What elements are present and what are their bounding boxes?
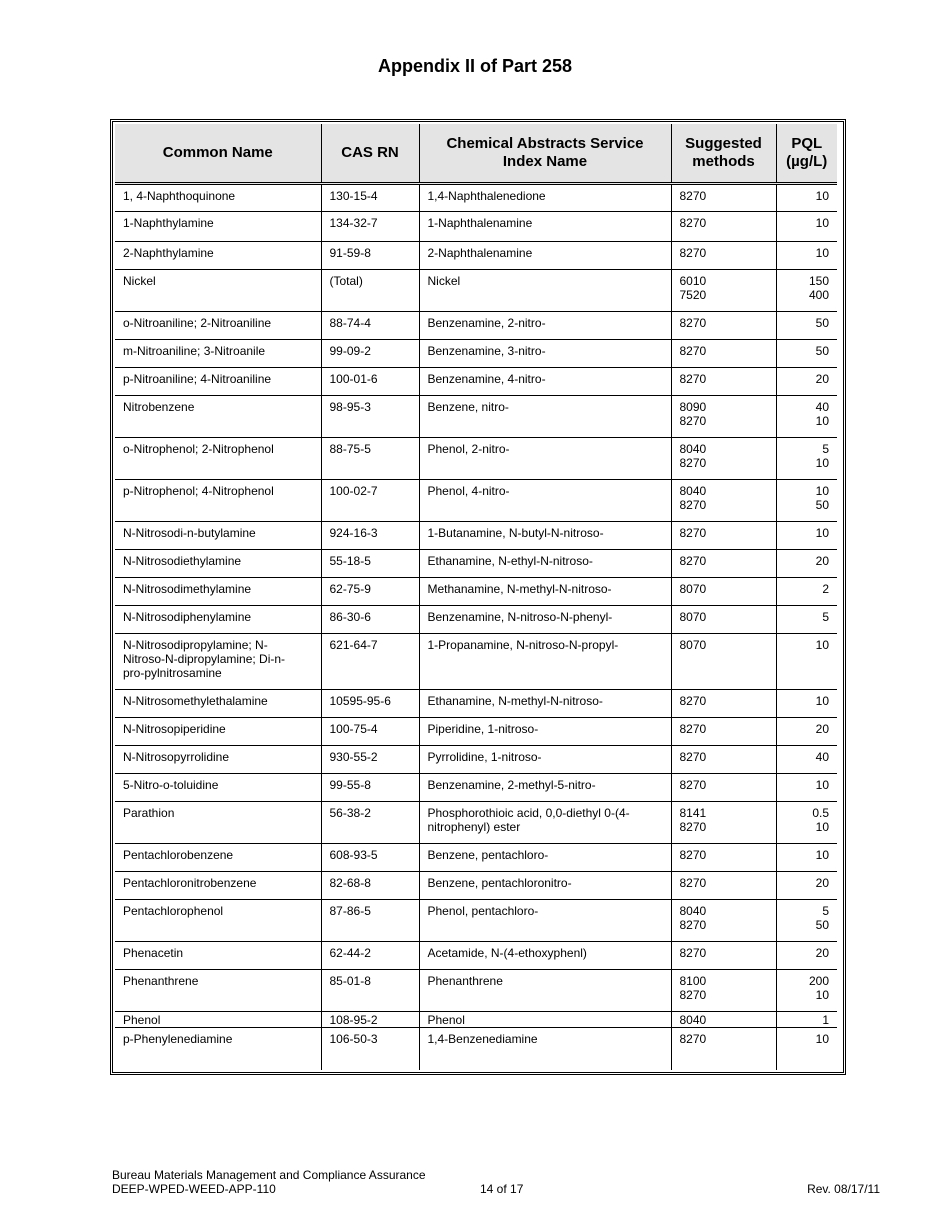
methods-cell: 8040 8270: [671, 900, 776, 942]
methods-cell: 8100 8270: [671, 970, 776, 1012]
table-row: [115, 242, 837, 270]
cas-index-name-cell: 1,4-Naphthalenedione: [419, 184, 671, 212]
common-name-cell: Phenanthrene: [115, 970, 321, 1012]
table-row: [115, 396, 837, 438]
cas-rn-cell: 608-93-5: [321, 844, 419, 872]
table-row: [115, 746, 837, 774]
table-row: [115, 578, 837, 606]
common-name-cell: N-Nitrosodi-n-butylamine: [115, 522, 321, 550]
common-name-cell: N-Nitrosodiphenylamine: [115, 606, 321, 634]
table-body: [115, 184, 837, 1070]
cas-index-name-cell: Acetamide, N-(4-ethoxyphenl): [419, 942, 671, 970]
pql-cell: 10: [776, 522, 837, 550]
methods-cell: 8141 8270: [671, 802, 776, 844]
table-row: [115, 438, 837, 480]
cas-rn-cell: 55-18-5: [321, 550, 419, 578]
common-name-cell: Pentachlorobenzene: [115, 844, 321, 872]
common-name-cell: Parathion: [115, 802, 321, 844]
pql-cell: 50: [776, 312, 837, 340]
pql-cell: 40: [776, 746, 837, 774]
cas-rn-cell: 99-09-2: [321, 340, 419, 368]
footer-revision: Rev. 08/17/11: [807, 1182, 880, 1196]
methods-cell: 6010 7520: [671, 270, 776, 312]
table-row: [115, 872, 837, 900]
cas-rn-cell: 88-74-4: [321, 312, 419, 340]
header-common-name: Common Name: [115, 124, 321, 184]
cas-index-name-cell: Benzene, pentachloro-: [419, 844, 671, 872]
pql-cell: 10: [776, 844, 837, 872]
pql-cell: 150 400: [776, 270, 837, 312]
cas-rn-cell: 924-16-3: [321, 522, 419, 550]
cas-rn-cell: 106-50-3: [321, 1028, 419, 1070]
cas-index-name-cell: Benzene, nitro-: [419, 396, 671, 438]
pql-cell: 10: [776, 634, 837, 690]
pql-cell: 50: [776, 340, 837, 368]
table-row: [115, 942, 837, 970]
common-name-cell: 1-Naphthylamine: [115, 212, 321, 242]
header-pql: PQL (µg/L): [776, 124, 837, 184]
header-cas-rn: CAS RN: [321, 124, 419, 184]
cas-index-name-cell: Methanamine, N-methyl-N-nitroso-: [419, 578, 671, 606]
table-row: [115, 606, 837, 634]
cas-index-name-cell: Phenol, pentachloro-: [419, 900, 671, 942]
cas-rn-cell: 10595-95-6: [321, 690, 419, 718]
table-row: [115, 634, 837, 690]
cas-rn-cell: 91-59-8: [321, 242, 419, 270]
table-row: [115, 550, 837, 578]
pql-cell: 10: [776, 242, 837, 270]
cas-index-name-cell: Benzenamine, 2-methyl-5-nitro-: [419, 774, 671, 802]
methods-cell: 8040: [671, 1012, 776, 1028]
pql-cell: 5 50: [776, 900, 837, 942]
pql-cell: 5 10: [776, 438, 837, 480]
common-name-cell: Nitrobenzene: [115, 396, 321, 438]
header-cas-index-name: Chemical Abstracts Service Index Name: [419, 124, 671, 184]
table-row: [115, 270, 837, 312]
header-row: [115, 124, 837, 184]
cas-index-name-cell: Phenanthrene: [419, 970, 671, 1012]
methods-cell: 8270: [671, 718, 776, 746]
pql-cell: 5: [776, 606, 837, 634]
methods-cell: 8070: [671, 634, 776, 690]
cas-rn-cell: 87-86-5: [321, 900, 419, 942]
table-row: [115, 1028, 837, 1070]
methods-cell: 8270: [671, 184, 776, 212]
pql-cell: 20: [776, 718, 837, 746]
table-row: [115, 802, 837, 844]
common-name-cell: Phenol: [115, 1012, 321, 1028]
table-row: [115, 970, 837, 1012]
methods-cell: 8040 8270: [671, 438, 776, 480]
table-row: [115, 212, 837, 242]
cas-rn-cell: 62-75-9: [321, 578, 419, 606]
header-suggested-methods: Suggested methods: [671, 124, 776, 184]
cas-index-name-cell: 1-Propanamine, N-nitroso-N-propyl-: [419, 634, 671, 690]
common-name-cell: Nickel: [115, 270, 321, 312]
methods-cell: 8070: [671, 606, 776, 634]
common-name-cell: o-Nitrophenol; 2-Nitrophenol: [115, 438, 321, 480]
cas-rn-cell: 108-95-2: [321, 1012, 419, 1028]
common-name-cell: 1, 4-Naphthoquinone: [115, 184, 321, 212]
pql-cell: 20: [776, 368, 837, 396]
common-name-cell: p-Phenylenediamine: [115, 1028, 321, 1070]
table-row: [115, 184, 837, 212]
methods-cell: 8270: [671, 340, 776, 368]
methods-cell: 8270: [671, 774, 776, 802]
table-row: [115, 480, 837, 522]
cas-rn-cell: 99-55-8: [321, 774, 419, 802]
cas-index-name-cell: 1-Naphthalenamine: [419, 212, 671, 242]
page-title: Appendix II of Part 258: [377, 56, 573, 76]
cas-rn-cell: 56-38-2: [321, 802, 419, 844]
cas-index-name-cell: 1-Butanamine, N-butyl-N-nitroso-: [419, 522, 671, 550]
common-name-cell: N-Nitrosodipropylamine; N- Nitroso-N-dipropylamine; Di-n- pro-pylnitrosamine: [115, 634, 321, 690]
cas-index-name-cell: Benzenamine, 2-nitro-: [419, 312, 671, 340]
common-name-cell: 5-Nitro-o-toluidine: [115, 774, 321, 802]
cas-index-name-cell: Benzenamine, 4-nitro-: [419, 368, 671, 396]
common-name-cell: o-Nitroaniline; 2-Nitroaniline: [115, 312, 321, 340]
methods-cell: 8270: [671, 312, 776, 340]
methods-cell: 8270: [671, 368, 776, 396]
pql-cell: 1: [776, 1012, 837, 1028]
cas-index-name-cell: Benzenamine, 3-nitro-: [419, 340, 671, 368]
common-name-cell: N-Nitrosodimethylamine: [115, 578, 321, 606]
cas-index-name-cell: Ethanamine, N-ethyl-N-nitroso-: [419, 550, 671, 578]
table-row: [115, 522, 837, 550]
cas-index-name-cell: Ethanamine, N-methyl-N-nitroso-: [419, 690, 671, 718]
cas-rn-cell: 621-64-7: [321, 634, 419, 690]
common-name-cell: N-Nitrosopyrrolidine: [115, 746, 321, 774]
footer-left: [112, 1168, 426, 1196]
cas-rn-cell: 86-30-6: [321, 606, 419, 634]
table-row: [115, 844, 837, 872]
cas-rn-cell: 98-95-3: [321, 396, 419, 438]
table-row: [115, 900, 837, 942]
common-name-cell: 2-Naphthylamine: [115, 242, 321, 270]
footer-doc-id: DEEP-WPED-WEED-APP-110: [112, 1182, 276, 1196]
cas-rn-cell: 100-75-4: [321, 718, 419, 746]
cas-index-name-cell: Nickel: [419, 270, 671, 312]
table-row: [115, 774, 837, 802]
cas-rn-cell: 134-32-7: [321, 212, 419, 242]
table-row: [115, 340, 837, 368]
cas-rn-cell: (Total): [321, 270, 419, 312]
table-row: [115, 1012, 837, 1028]
pql-cell: 0.5 10: [776, 802, 837, 844]
methods-cell: 8270: [671, 522, 776, 550]
footer-page-number: 14 of 17: [480, 1182, 524, 1196]
cas-rn-cell: 88-75-5: [321, 438, 419, 480]
pql-cell: 20: [776, 872, 837, 900]
common-name-cell: Phenacetin: [115, 942, 321, 970]
cas-rn-cell: 82-68-8: [321, 872, 419, 900]
cas-index-name-cell: Pyrrolidine, 1-nitroso-: [419, 746, 671, 774]
methods-cell: 8270: [671, 942, 776, 970]
cas-index-name-cell: Phenol: [419, 1012, 671, 1028]
pql-cell: 10: [815, 1032, 829, 1046]
cas-index-name-cell: Piperidine, 1-nitroso-: [419, 718, 671, 746]
pql-cell: 40 10: [776, 396, 837, 438]
common-name-cell: Pentachloronitrobenzene: [115, 872, 321, 900]
pql-cell: 10 50: [776, 480, 837, 522]
common-name-cell: N-Nitrosomethylethalamine: [115, 690, 321, 718]
cas-index-name-cell: Phenol, 2-nitro-: [419, 438, 671, 480]
pql-cell: 10: [776, 774, 837, 802]
cas-index-name-cell: Phosphorothioic acid, 0,0-diethyl 0-(4- nitrophenyl) ester: [419, 802, 671, 844]
methods-cell: 8270: [671, 212, 776, 242]
table-row: [115, 368, 837, 396]
pql-cell: 10: [776, 690, 837, 718]
methods-cell: 8270: [671, 844, 776, 872]
cas-rn-cell: 85-01-8: [321, 970, 419, 1012]
methods-cell: 8270: [671, 1028, 776, 1070]
cas-rn-cell: 100-01-6: [321, 368, 419, 396]
table-row: [115, 312, 837, 340]
methods-cell: 8270: [671, 550, 776, 578]
methods-cell: 8270: [671, 746, 776, 774]
cas-rn-cell: 930-55-2: [321, 746, 419, 774]
common-name-cell: N-Nitrosodiethylamine: [115, 550, 321, 578]
methods-cell: 8090 8270: [671, 396, 776, 438]
cas-index-name-cell: Benzene, pentachloronitro-: [419, 872, 671, 900]
table-row: [115, 690, 837, 718]
common-name-cell: m-Nitroaniline; 3-Nitroanile: [115, 340, 321, 368]
cas-index-name-cell: Phenol, 4-nitro-: [419, 480, 671, 522]
cas-index-name-cell: 1,4-Benzenediamine: [419, 1028, 671, 1070]
footer-org: Bureau Materials Management and Compliance Assurance: [112, 1168, 426, 1182]
common-name-cell: N-Nitrosopiperidine: [115, 718, 321, 746]
cas-rn-cell: 100-02-7: [321, 480, 419, 522]
cas-rn-cell: 62-44-2: [321, 942, 419, 970]
pql-cell: 10: [776, 184, 837, 212]
methods-cell: 8040 8270: [671, 480, 776, 522]
pql-cell: 10: [776, 212, 837, 242]
methods-cell: 8270: [671, 242, 776, 270]
methods-cell: 8270: [671, 690, 776, 718]
pql-cell: 20: [776, 550, 837, 578]
cas-index-name-cell: 2-Naphthalenamine: [419, 242, 671, 270]
methods-cell: 8270: [671, 872, 776, 900]
methods-cell: 8070: [671, 578, 776, 606]
common-name-cell: p-Nitroaniline; 4-Nitroaniline: [115, 368, 321, 396]
pql-cell: 2: [776, 578, 837, 606]
cas-rn-cell: 130-15-4: [321, 184, 419, 212]
chemical-table: [115, 124, 837, 1070]
cas-index-name-cell: Benzenamine, N-nitroso-N-phenyl-: [419, 606, 671, 634]
common-name-cell: Pentachlorophenol: [115, 900, 321, 942]
chemical-table-frame: [110, 119, 846, 1075]
common-name-cell: p-Nitrophenol; 4-Nitrophenol: [115, 480, 321, 522]
pql-cell: 200 10: [776, 970, 837, 1012]
pql-cell: 20: [776, 942, 837, 970]
table-row: [115, 718, 837, 746]
